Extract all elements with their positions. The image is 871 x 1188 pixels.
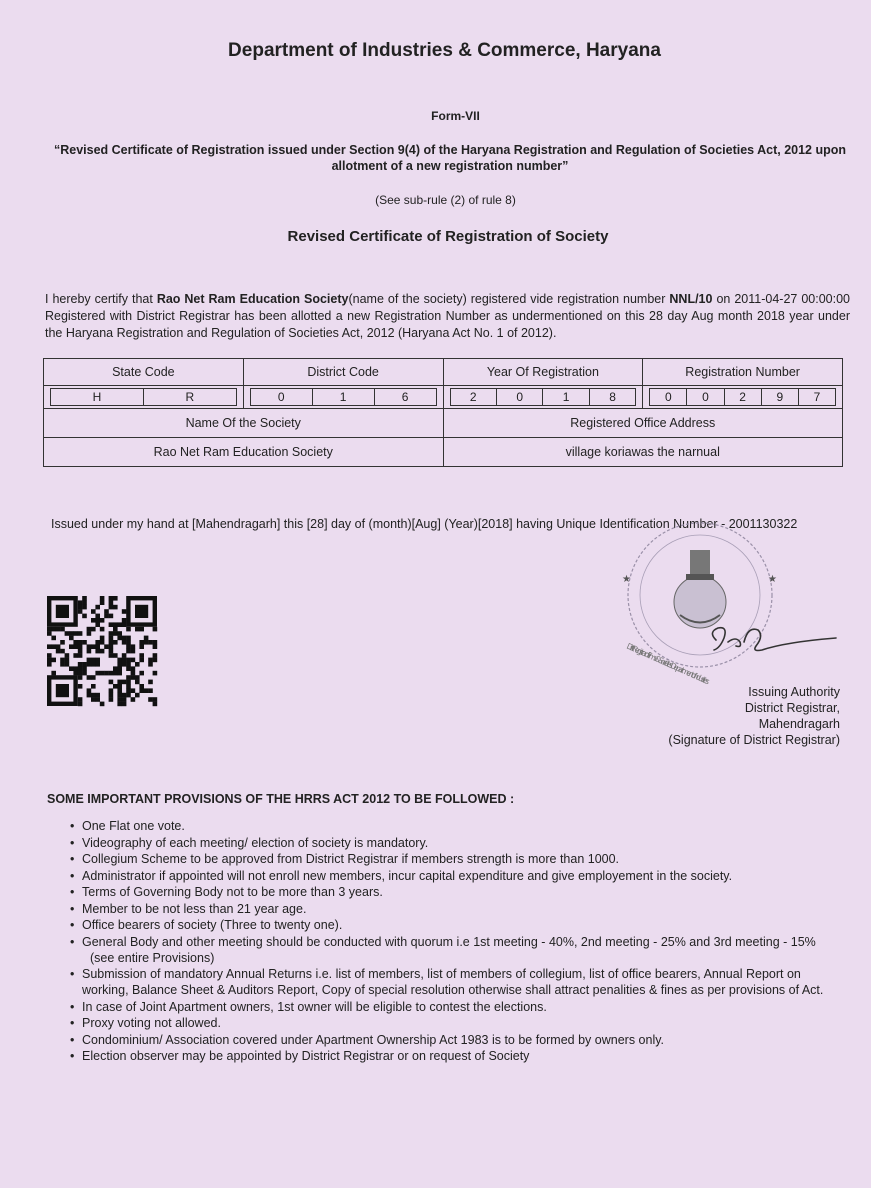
registration-table <box>43 358 843 467</box>
district-code-boxes <box>250 388 437 406</box>
office-address-value: village koriawas the narnual <box>443 438 843 467</box>
certify-text-1: I hereby certify that <box>45 292 157 306</box>
header-year: Year Of Registration <box>443 359 643 386</box>
signature-image <box>706 612 841 662</box>
district-code-cell <box>243 386 443 409</box>
society-name-value: Rao Net Ram Education Society <box>44 438 444 467</box>
char-box: 0 <box>496 389 542 405</box>
char-box: 2 <box>469 390 477 404</box>
certify-text-3: on 2011-04-27 00:00:00 Registered with District Registrar has been allotted a new Registration Number as undermentioned on this 28 day Aug month 2018 year under the Haryana Registration and Regulation of Societies Act, 2012 (Haryana Act No. 1 of 2012). <box>45 292 850 340</box>
char-box: 2 <box>724 389 761 405</box>
issuing-authority-block <box>620 684 840 748</box>
name-of-society-label: Name Of the Society <box>44 409 444 438</box>
authority-line: Mahendragarh <box>758 717 840 731</box>
certify-text-2: (name of the society) registered vide registration number <box>348 292 670 306</box>
star-icon: ★ <box>768 574 777 585</box>
authority-line: District Registrar, <box>744 701 840 715</box>
qr-code <box>47 596 157 706</box>
list-item: • Collegium Scheme to be approved from District Registrar if members strength is more than 1000. <box>68 851 843 867</box>
list-item-note: (see entire Provisions) <box>90 950 215 965</box>
char-box: 1 <box>542 389 588 405</box>
list-item: • Terms of Governing Body not to be more than 3 years. <box>68 884 843 900</box>
form-number: Form-VII <box>431 109 480 123</box>
header-district-code: District Code <box>243 359 443 386</box>
state-code-boxes <box>50 388 237 406</box>
list-item: • Election observer may be appointed by District Registrar or on request of Society <box>68 1048 843 1064</box>
header-registration-number: Registration Number <box>643 359 843 386</box>
char-box: 0 <box>664 390 672 404</box>
issued-statement: Issued under my hand at [Mahendragarh] this [28] day of (month)[Aug] (Year)[2018] having Unique Identification Number - 2001130322 <box>51 517 798 531</box>
certificate-caption: “Revised Certificate of Registration issued under Section 9(4) of the Haryana Registration and Regulation of Societies Act, 2012 upon allotment of a new registration number” <box>53 143 847 173</box>
list-item: • Submission of mandatory Annual Returns i.e. list of members, list of members of collegium, list of office bearers, Annual Report on working, Balance Sheet & Auditors Report, Copy of special resolution otherwise shall attract penalities & fines as per provisions of Act. <box>68 966 843 998</box>
list-item: • Administrator if appointed will not enroll new members, incur capital expenditure and give employement in the society. <box>68 868 843 884</box>
header-state-code: State Code <box>44 359 244 386</box>
provisions-title: SOME IMPORTANT PROVISIONS OF THE HRRS ACT 2012 TO BE FOLLOWED : <box>47 792 515 806</box>
old-registration-number: NNL/10 <box>669 292 713 306</box>
society-name-bold: Rao Net Ram Education Society <box>156 292 349 306</box>
seal-text: Distt. Registrar of Firms & Societies · Department of Industries <box>625 641 712 687</box>
char-box: R <box>143 389 236 405</box>
state-code-cell <box>44 386 244 409</box>
list-item: • Proxy voting not allowed. <box>68 1015 843 1031</box>
char-box: 6 <box>374 389 436 405</box>
char-box: 0 <box>277 390 285 404</box>
char-box: H <box>92 390 102 404</box>
sub-rule-note: (See sub-rule (2) of rule 8) <box>375 193 516 207</box>
char-box: 9 <box>761 389 798 405</box>
list-item <box>68 934 843 966</box>
registration-number-boxes <box>649 388 836 406</box>
year-cell <box>443 386 643 409</box>
char-box: 0 <box>686 389 723 405</box>
list-item: • Videography of each meeting/ election of society is mandatory. <box>68 835 843 851</box>
list-item: • In case of Joint Apartment owners, 1st owner will be eligible to contest the elections. <box>68 999 843 1015</box>
year-boxes <box>450 388 637 406</box>
authority-line: Issuing Authority <box>748 685 840 699</box>
list-item: • One Flat one vote. <box>68 818 843 834</box>
provisions-list <box>68 818 843 1065</box>
list-item: • Condominium/ Association covered under Apartment Ownership Act 1983 is to be formed by owners only. <box>68 1032 843 1048</box>
list-item: • Member to be not less than 21 year age. <box>68 901 843 917</box>
char-box: 1 <box>312 389 374 405</box>
certification-paragraph <box>45 291 850 342</box>
star-icon: ★ <box>622 574 631 585</box>
registration-number-cell <box>643 386 843 409</box>
department-heading: Department of Industries & Commerce, Haryana <box>228 40 661 61</box>
list-item: • Office bearers of society (Three to twenty one). <box>68 917 843 933</box>
certificate-title: Revised Certificate of Registration of Society <box>287 228 609 245</box>
char-box: 7 <box>798 389 835 405</box>
char-box: 8 <box>589 389 635 405</box>
office-address-label: Registered Office Address <box>443 409 843 438</box>
list-item-text: General Body and other meeting should be conducted with quorum i.e 1st meeting - 40%, 2nd meeting - 25% and 3rd meeting - 15% <box>82 934 816 949</box>
authority-line: (Signature of District Registrar) <box>668 733 840 747</box>
